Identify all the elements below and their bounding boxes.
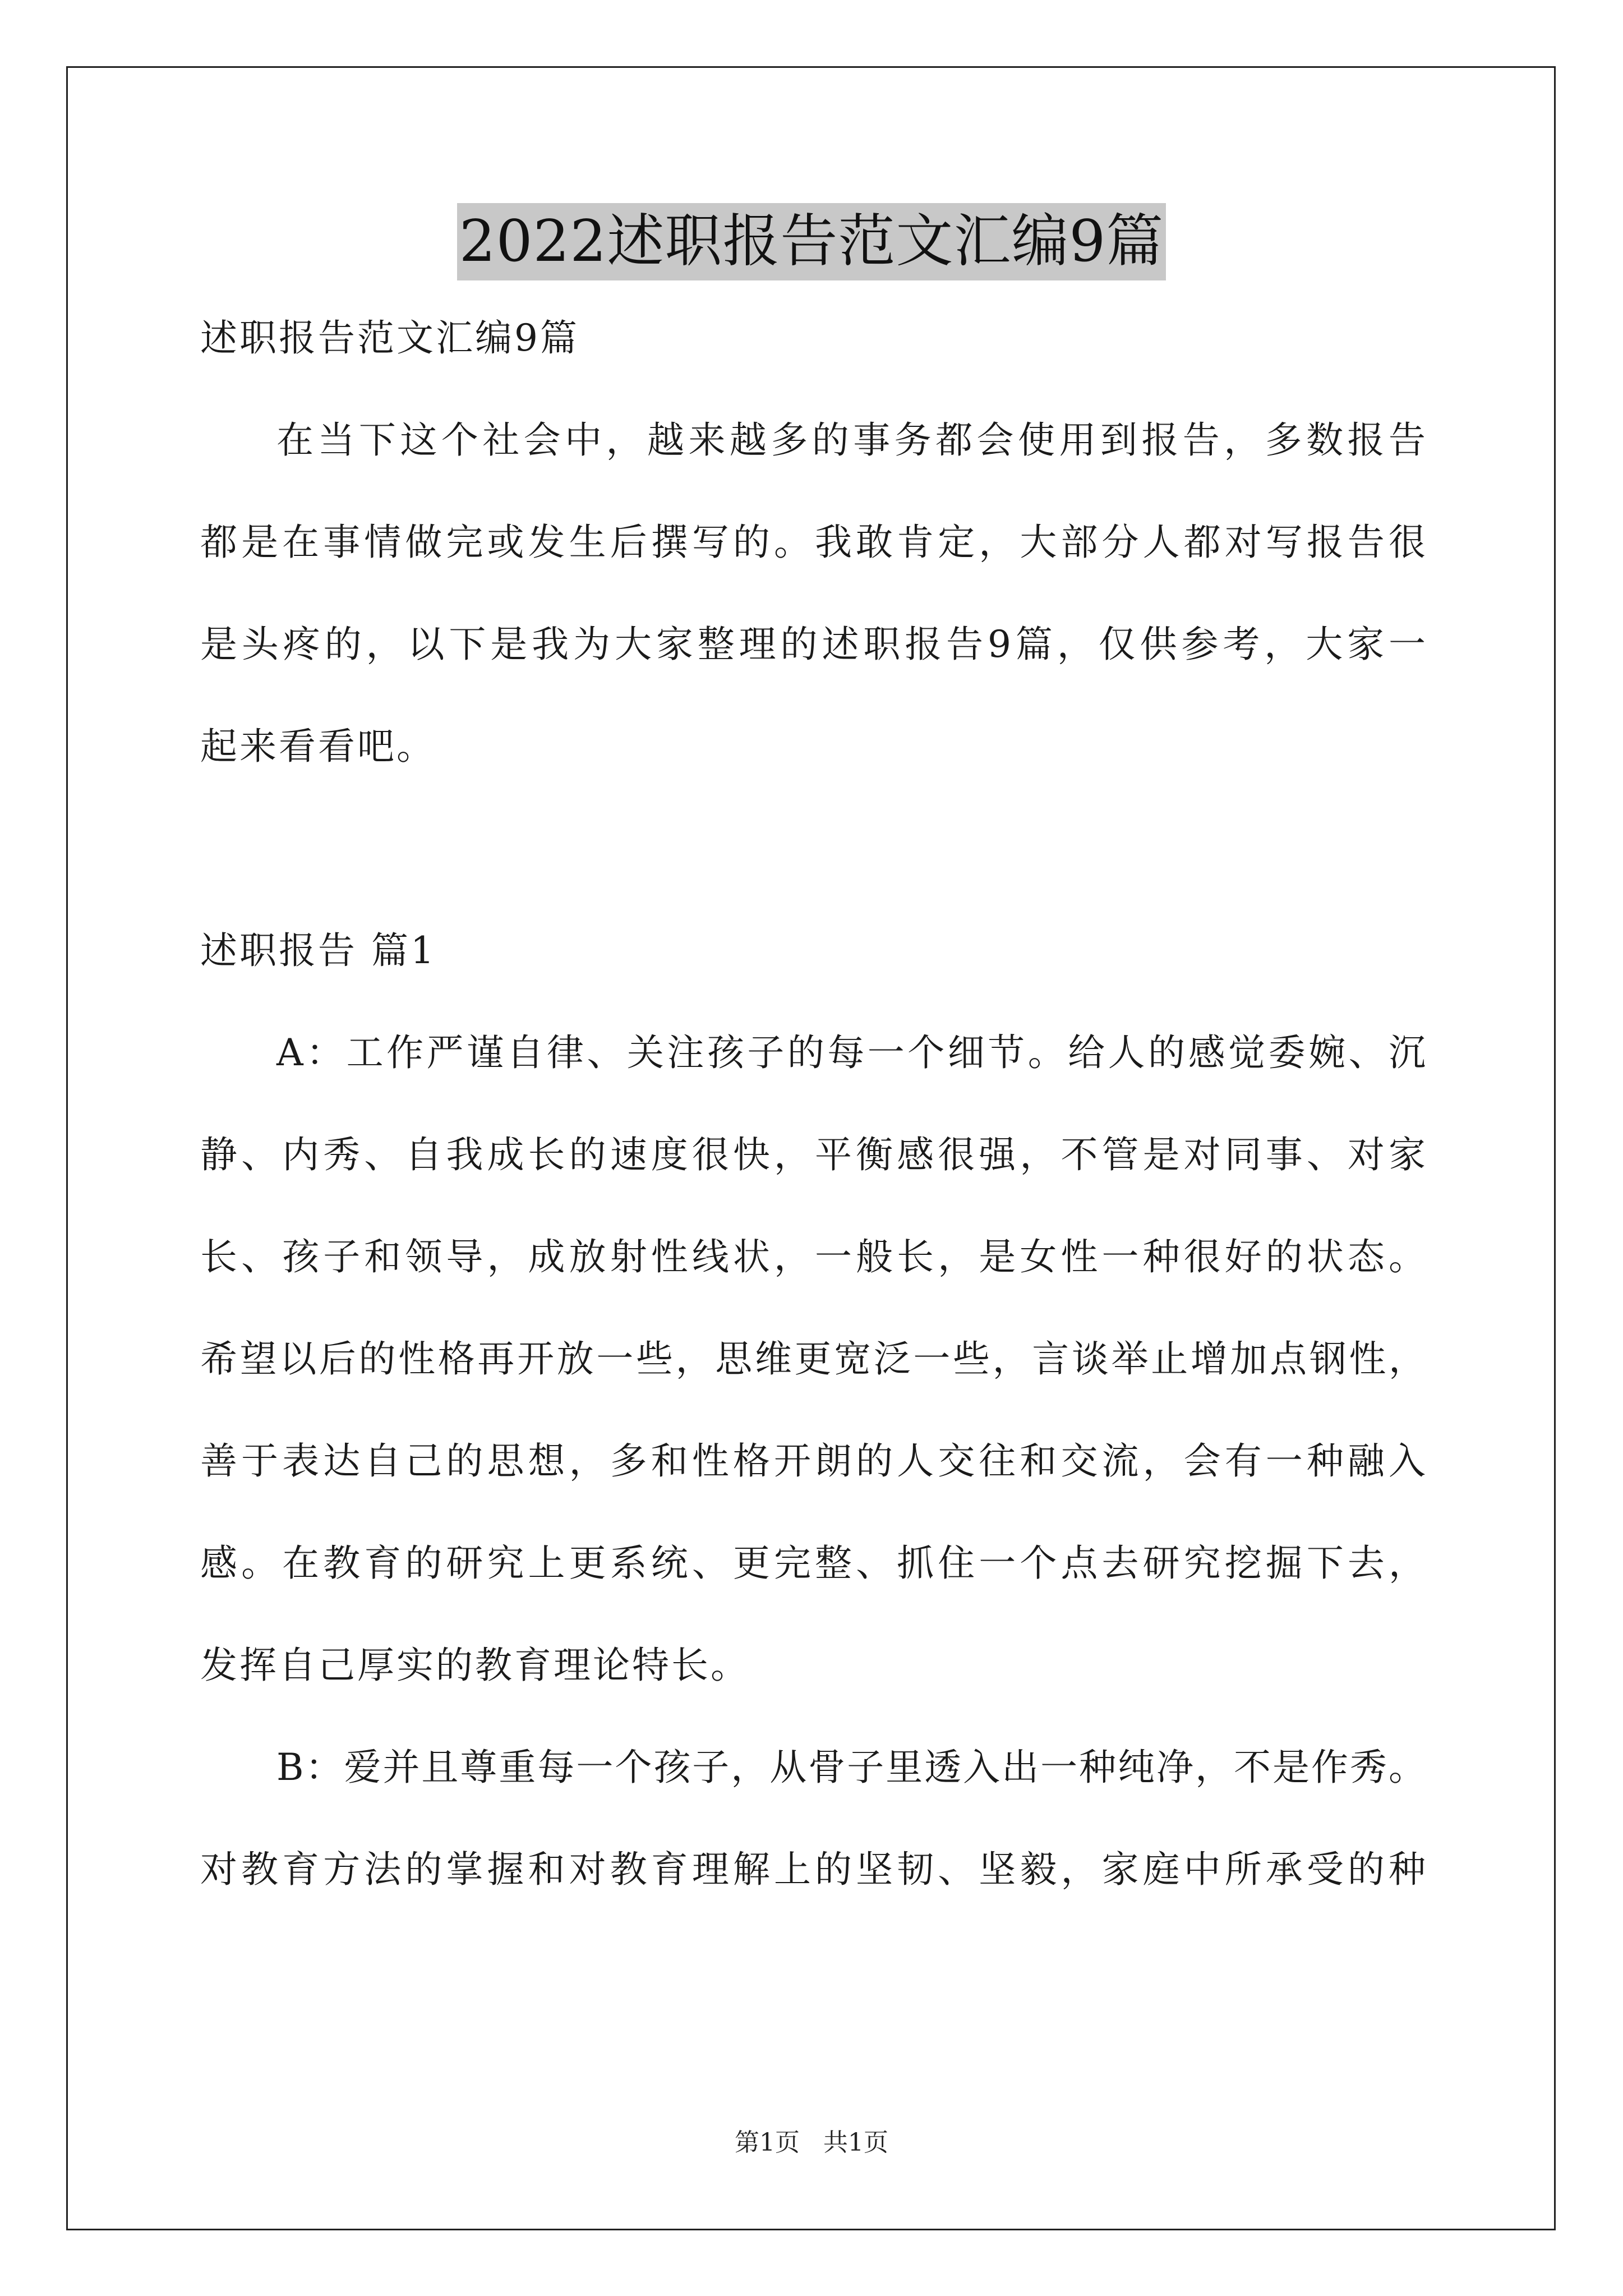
spacer xyxy=(200,822,1426,924)
para-a-line: 感。在教育的研究上更系统、更完整、抓住一个点去研究挖掘下去， xyxy=(200,1542,1426,1585)
title-block xyxy=(0,203,1623,280)
para-a-line: 善于表达自己的思想，多和性格开朗的人交往和交流，会有一种融入 xyxy=(200,1439,1426,1483)
page-number: 第1页 xyxy=(735,2128,800,2157)
para-b-line: B：爱并且尊重每一个孩子，从骨子里透入出一种纯净，不是作秀。 xyxy=(276,1746,1426,1789)
intro-line: 起来看看吧。 xyxy=(200,725,436,768)
para-a-line: 希望以后的性格再开放一些，思维更宽泛一些，言谈举止增加点钢性， xyxy=(200,1337,1426,1381)
document-subtitle: 述职报告范文汇编9篇 xyxy=(200,316,579,360)
para-a-line: 长、孩子和领导，成放射性线状，一般长，是女性一种很好的状态。 xyxy=(200,1235,1426,1278)
para-a-line: 静、内秀、自我成长的速度很快，平衡感很强，不管是对同事、对家 xyxy=(200,1133,1426,1176)
page-footer xyxy=(0,2126,1623,2160)
para-b-line: 对教育方法的掌握和对教育理解上的坚韧、坚毅，家庭中所承受的种 xyxy=(200,1848,1426,1891)
section-heading: 述职报告 篇1 xyxy=(200,929,436,972)
intro-line: 在当下这个社会中，越来越多的事务都会使用到报告，多数报告 xyxy=(276,418,1426,462)
page-total: 共1页 xyxy=(823,2128,888,2157)
para-a-line: 发挥自己厚实的教育理论特长。 xyxy=(200,1644,750,1687)
intro-line: 都是在事情做完或发生后撰写的。我敢肯定，大部分人都对写报告很 xyxy=(200,521,1426,564)
document-body xyxy=(200,311,1426,1945)
document-title: 2022述职报告范文汇编9篇 xyxy=(457,203,1166,280)
para-a-line: A：工作严谨自律、关注孩子的每一个细节。给人的感觉委婉、沉 xyxy=(276,1031,1426,1074)
intro-line: 是头疼的，以下是我为大家整理的述职报告9篇，仅供参考，大家一 xyxy=(200,623,1426,666)
